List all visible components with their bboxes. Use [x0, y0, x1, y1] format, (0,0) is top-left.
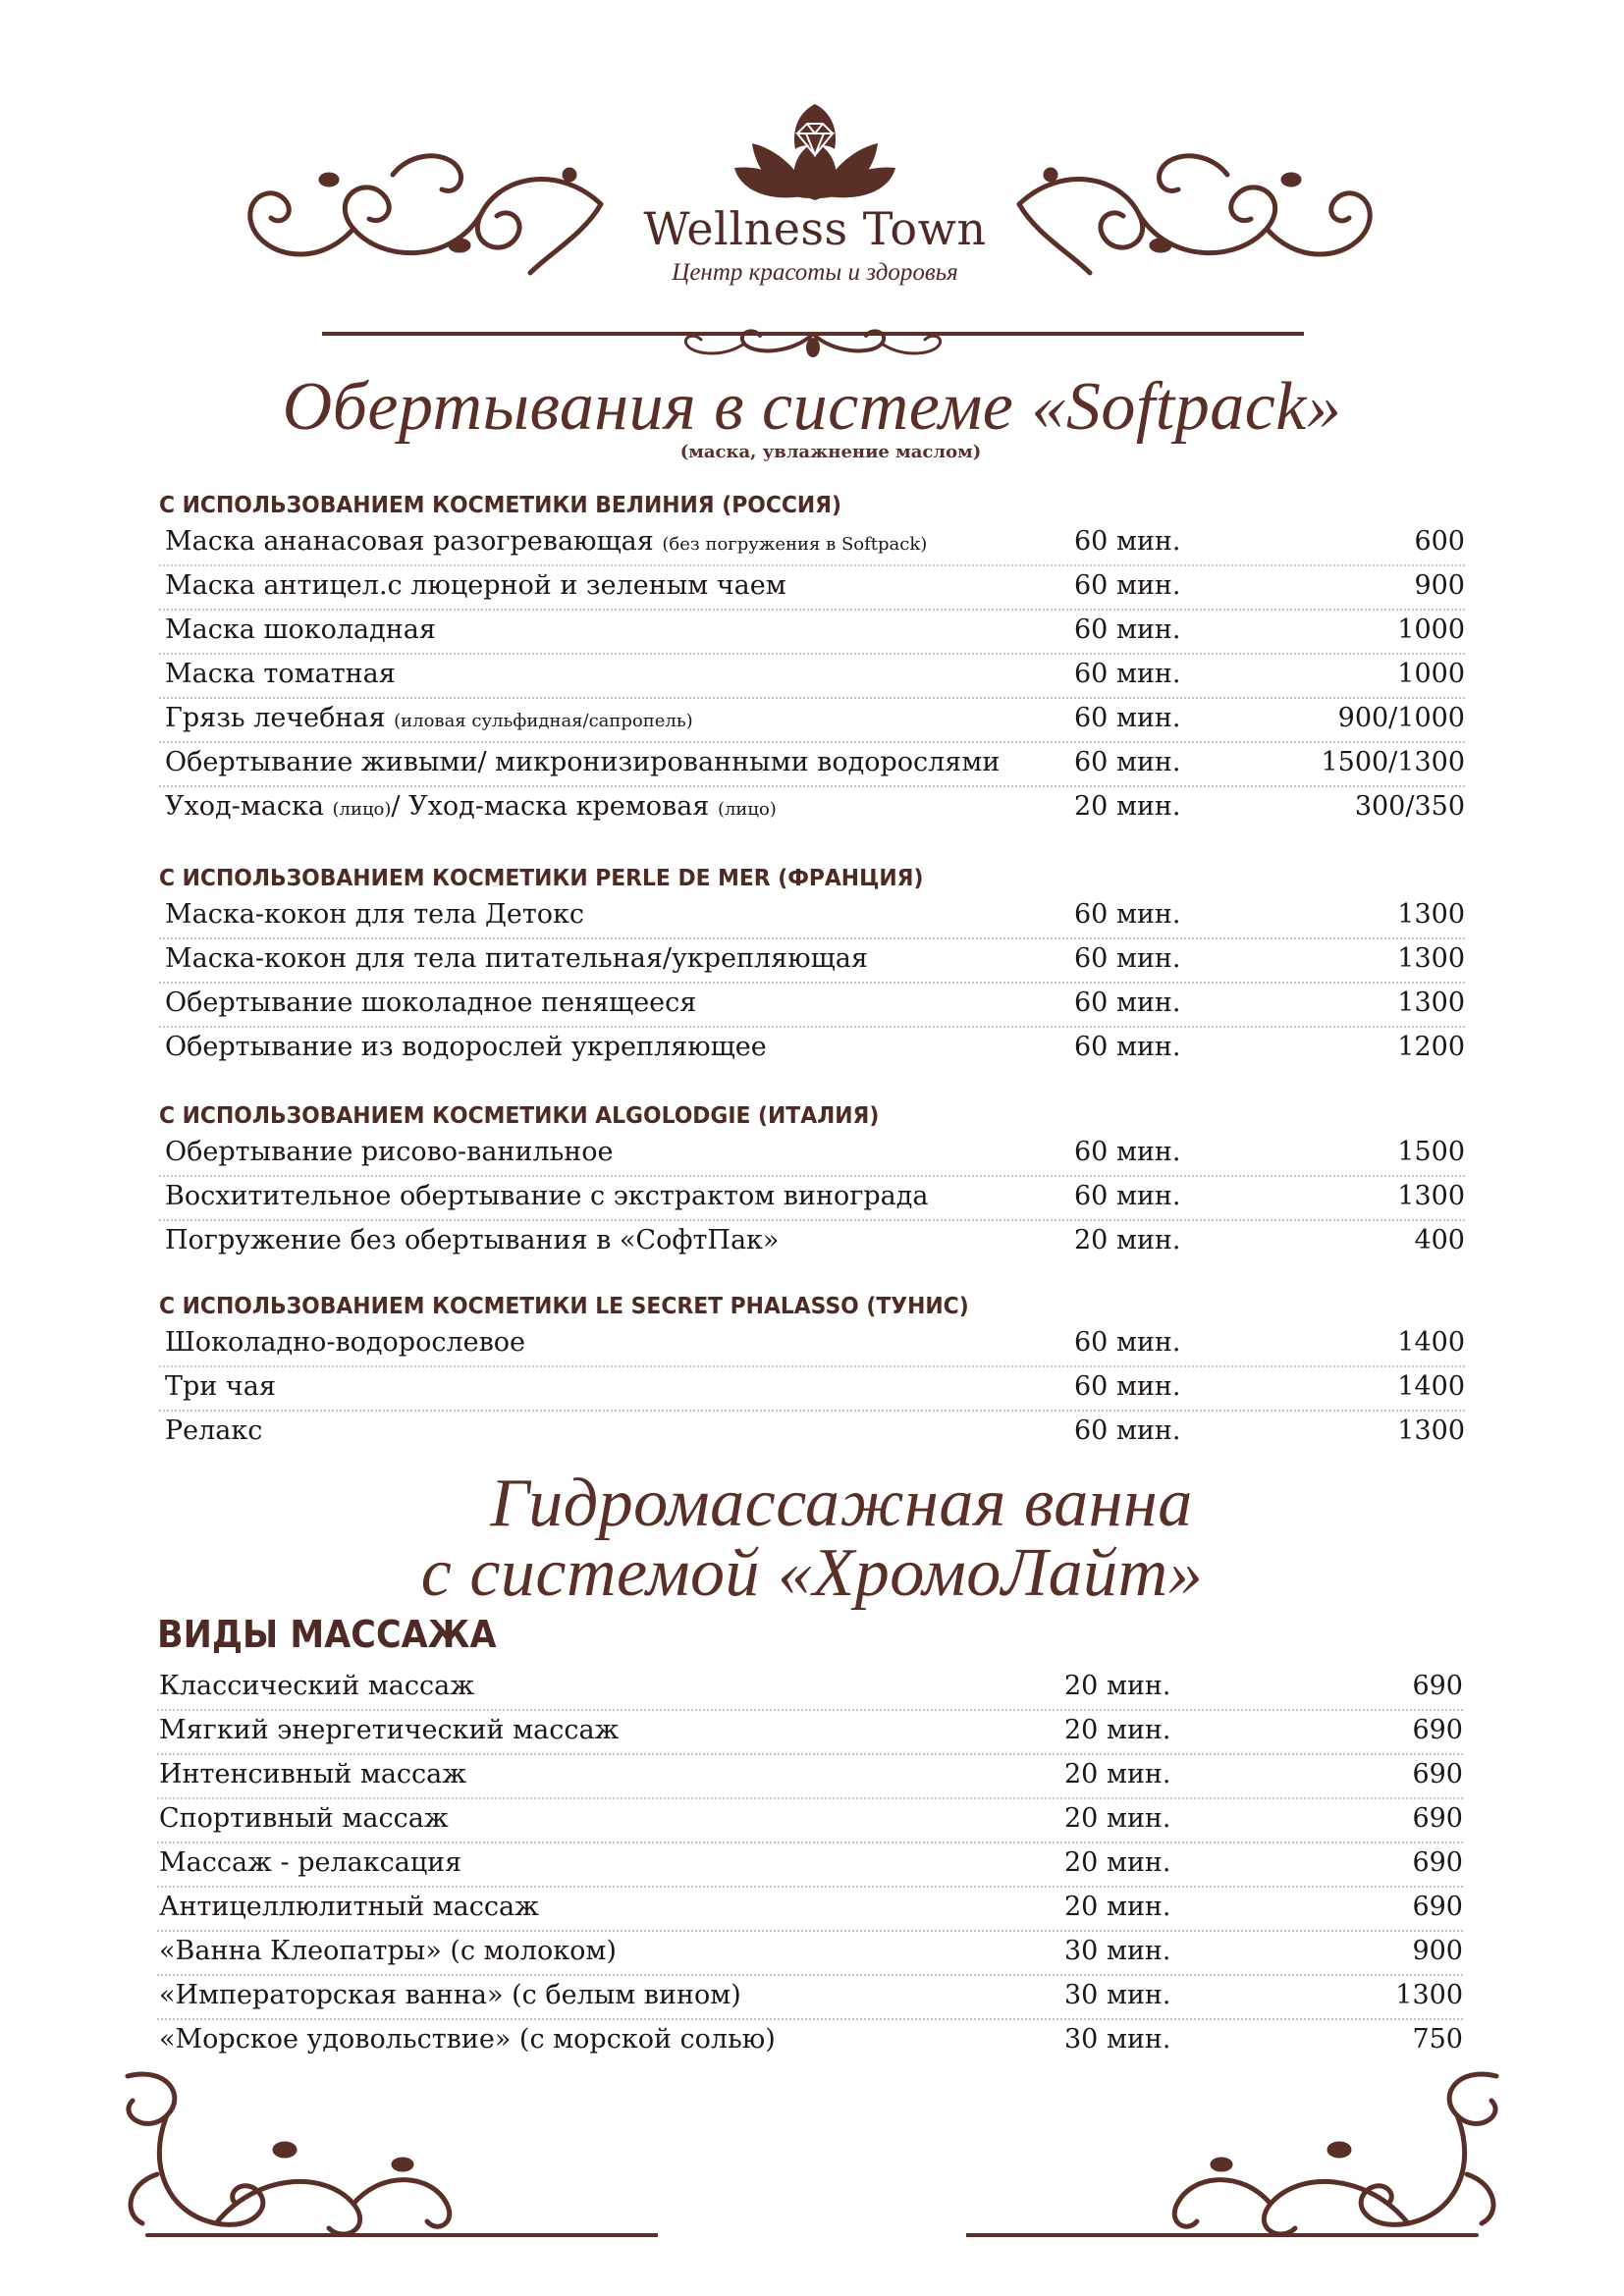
- service-duration: 20 мин.: [1074, 1225, 1181, 1255]
- scroll-ornament-left: [236, 135, 609, 283]
- section-massage-types: [157, 1612, 1463, 2064]
- brand-name: Wellness Town: [643, 202, 987, 255]
- service-name: Маска антицел.с люцерной и зеленым чаем: [165, 570, 786, 601]
- service-name: Маска шоколадная: [165, 614, 436, 645]
- service-name: Обертывание шоколадное пенящееся: [165, 988, 697, 1018]
- section-velinia: [159, 491, 1465, 831]
- list-item: [159, 566, 1465, 611]
- service-price: 690: [1412, 1715, 1463, 1745]
- section-perle-de-mer: [159, 864, 1465, 1072]
- list-item: [159, 984, 1465, 1028]
- service-duration: 60 мин.: [1074, 1181, 1181, 1211]
- service-price: 690: [1412, 1759, 1463, 1789]
- service-name: Маска-кокон для тела Детокс: [165, 899, 585, 930]
- service-duration: 20 мин.: [1074, 791, 1181, 822]
- service-duration: 60 мин.: [1074, 1137, 1181, 1167]
- section-le-secret-phalasso: [159, 1292, 1465, 1456]
- service-duration: 60 мин.: [1074, 988, 1181, 1018]
- list-item: [157, 1888, 1463, 1932]
- service-price: 690: [1412, 1847, 1463, 1878]
- service-duration: 60 мин.: [1074, 943, 1181, 974]
- section-heading: С ИСПОЛЬЗОВАНИЕМ КОСМЕТИКИ PERLE DE MER (ФРАНЦИЯ): [159, 866, 924, 891]
- service-name: «Морское удовольствие» (с морской солью): [159, 2024, 776, 2055]
- service-name: Шоколадно-водорослевое: [165, 1327, 526, 1358]
- service-name: Релакс: [165, 1415, 263, 1446]
- list-item: [157, 1932, 1463, 1976]
- section-heading: С ИСПОЛЬЗОВАНИЕМ КОСМЕТИКИ ВЕЛИНИЯ (РОССИЯ): [159, 493, 841, 518]
- service-duration: 30 мин.: [1064, 2024, 1171, 2055]
- service-name: Массаж - релаксация: [159, 1847, 462, 1878]
- service-duration: 60 мин.: [1074, 570, 1181, 601]
- service-name: Уход-маска (лицо)/ Уход-маска кремовая (лицо): [165, 791, 777, 822]
- service-name: Антицеллюлитный массаж: [159, 1892, 539, 1922]
- service-price: 900: [1414, 570, 1465, 601]
- wraps-title: Обертывания в системе «Softpack»: [282, 369, 1342, 445]
- service-price: 1300: [1397, 899, 1465, 930]
- service-name: Маска ананасовая разогревающая (без погружения в Softpack): [165, 526, 928, 557]
- service-duration: 20 мин.: [1064, 1847, 1171, 1878]
- bath-title-line1: Гидромассажная ванна: [490, 1466, 1193, 1541]
- list-item: [159, 1177, 1465, 1221]
- section-heading: С ИСПОЛЬЗОВАНИЕМ КОСМЕТИКИ ALGOLODGIE (ИТАЛИЯ): [159, 1103, 880, 1129]
- service-price: 690: [1412, 1892, 1463, 1922]
- list-item: [159, 522, 1465, 566]
- service-price: 1300: [1397, 1181, 1465, 1211]
- service-duration: 60 мин.: [1074, 703, 1181, 733]
- service-price: 750: [1412, 2024, 1463, 2055]
- list-item: [159, 1221, 1465, 1265]
- list-item: [159, 939, 1465, 984]
- list-item: [157, 1843, 1463, 1888]
- service-name: Мягкий энергетический массаж: [159, 1715, 620, 1745]
- service-duration: 20 мин.: [1064, 1892, 1171, 1922]
- list-item: [159, 699, 1465, 743]
- divider-ornament: [322, 316, 1304, 361]
- scroll-ornament-right: [1011, 135, 1384, 283]
- list-item: [159, 1323, 1465, 1367]
- service-duration: 60 мин.: [1074, 1327, 1181, 1358]
- service-duration: 60 мин.: [1074, 1415, 1181, 1446]
- wraps-subtitle: (маска, увлажнение маслом): [679, 442, 982, 462]
- service-price: 1300: [1397, 1415, 1465, 1446]
- service-price: 1400: [1397, 1327, 1465, 1358]
- section-heading: ВИДЫ МАССАЖА: [157, 1613, 497, 1656]
- lotus-diamond-logo-icon: [734, 104, 895, 206]
- service-name: «Ванна Клеопатры» (с молоком): [159, 1936, 617, 1966]
- service-duration: 20 мин.: [1064, 1715, 1171, 1745]
- service-duration: 60 мин.: [1074, 659, 1181, 689]
- list-item: [159, 1028, 1465, 1072]
- service-price: 1500: [1397, 1137, 1465, 1167]
- service-price: 1000: [1397, 614, 1465, 645]
- service-name: Обертывание из водорослей укрепляющее: [165, 1032, 767, 1062]
- service-duration: 60 мин.: [1074, 747, 1181, 777]
- service-name: Погружение без обертывания в «СофтПак»: [165, 1225, 780, 1255]
- service-price: 900/1000: [1337, 703, 1465, 733]
- list-item: [159, 895, 1465, 939]
- service-name: Обертывание живыми/ микронизированными водорослями: [165, 747, 1001, 777]
- service-duration: 60 мин.: [1074, 899, 1181, 930]
- service-name: Грязь лечебная (иловая сульфидная/сапропель): [165, 703, 693, 733]
- service-duration: 30 мин.: [1064, 1980, 1171, 2010]
- brand-logo: [619, 104, 1011, 291]
- service-name: Три чая: [165, 1371, 276, 1402]
- list-item: [157, 1755, 1463, 1799]
- list-item: [159, 1412, 1465, 1456]
- service-name: Спортивный массаж: [159, 1803, 449, 1834]
- list-item: [159, 1367, 1465, 1412]
- service-price: 1300: [1395, 1980, 1463, 2010]
- list-item: [157, 1799, 1463, 1843]
- service-duration: 20 мин.: [1064, 1759, 1171, 1789]
- list-item: [157, 1667, 1463, 1711]
- service-name: Интенсивный массаж: [159, 1759, 467, 1789]
- list-item: [159, 1133, 1465, 1177]
- service-duration: 60 мин.: [1074, 1032, 1181, 1062]
- service-price: 300/350: [1354, 791, 1465, 822]
- footer-ornament-right-icon: [966, 2056, 1516, 2253]
- service-name: Классический массаж: [159, 1671, 475, 1701]
- service-duration: 60 мин.: [1074, 614, 1181, 645]
- list-item: [159, 743, 1465, 787]
- service-name: Маска-кокон для тела питательная/укрепляющая: [165, 943, 868, 974]
- bath-title-line2: с системой «ХромоЛайт»: [420, 1535, 1204, 1611]
- list-item: [159, 787, 1465, 831]
- service-duration: 30 мин.: [1064, 1936, 1171, 1966]
- service-name: Восхитительное обертывание с экстрактом винограда: [165, 1181, 929, 1211]
- brand-tagline: Центр красоты и здоровья: [672, 259, 958, 286]
- service-price: 1500/1300: [1321, 747, 1465, 777]
- footer-ornament-left-icon: [108, 2056, 658, 2253]
- service-price: 600: [1414, 526, 1465, 557]
- service-name: «Императорская ванна» (с белым вином): [159, 1980, 741, 2010]
- list-item: [157, 1976, 1463, 2020]
- list-item: [159, 655, 1465, 699]
- service-price: 900: [1412, 1936, 1463, 1966]
- service-name: Обертывание рисово-ванильное: [165, 1137, 614, 1167]
- service-price: 400: [1414, 1225, 1465, 1255]
- service-duration: 60 мин.: [1074, 526, 1181, 557]
- service-price: 1200: [1397, 1032, 1465, 1062]
- service-price: 1000: [1397, 659, 1465, 689]
- service-price: 690: [1412, 1671, 1463, 1701]
- service-price: 1300: [1397, 943, 1465, 974]
- section-algologie: [159, 1101, 1465, 1265]
- service-duration: 20 мин.: [1064, 1671, 1171, 1701]
- service-price: 690: [1412, 1803, 1463, 1834]
- service-duration: 60 мин.: [1074, 1371, 1181, 1402]
- service-price: 1400: [1397, 1371, 1465, 1402]
- service-duration: 20 мин.: [1064, 1803, 1171, 1834]
- service-price: 1300: [1397, 988, 1465, 1018]
- service-name: Маска томатная: [165, 659, 396, 689]
- section-heading: С ИСПОЛЬЗОВАНИЕМ КОСМЕТИКИ LE SECRET PHALASSO (ТУНИС): [159, 1294, 969, 1319]
- list-item: [159, 611, 1465, 655]
- list-item: [157, 1711, 1463, 1755]
